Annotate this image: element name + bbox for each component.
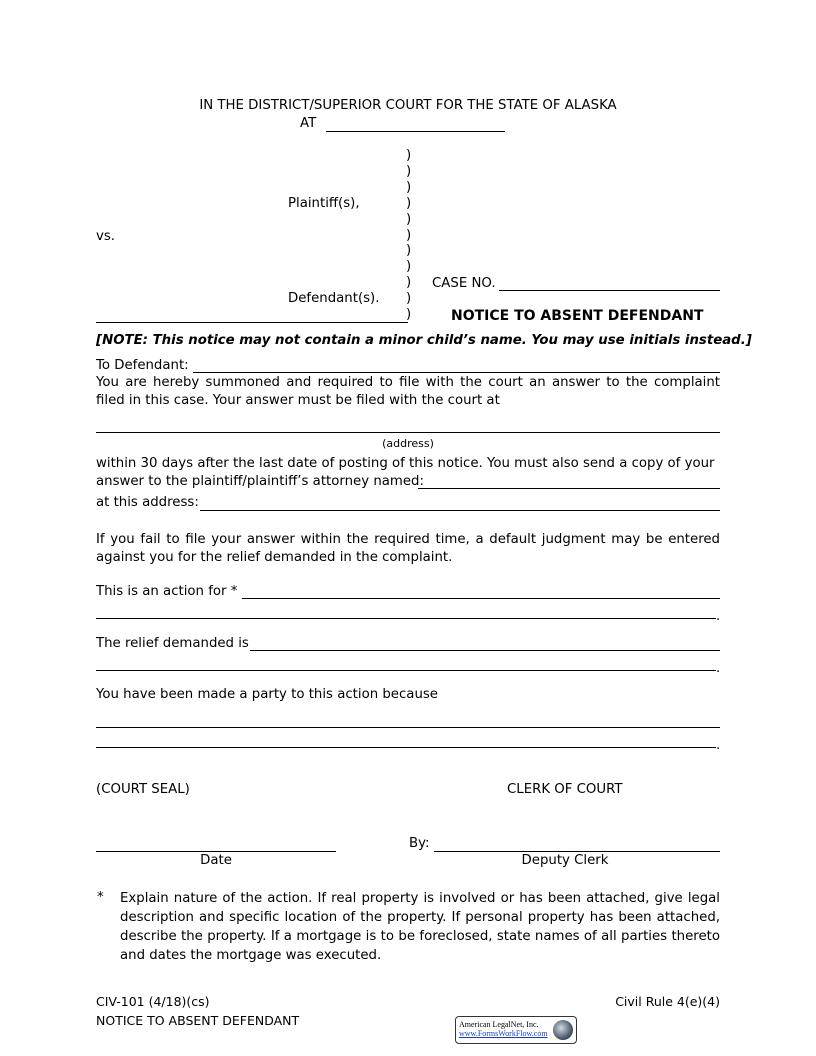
- party-reason-field-1[interactable]: [96, 727, 720, 728]
- paren: ): [406, 196, 412, 211]
- minor-name-note: [NOTE: This notice may not contain a minor child’s name. You may use initials instead.]: [96, 333, 752, 348]
- paren: ): [406, 243, 412, 258]
- footnote-text: Explain nature of the action. If real property is involved or has been attached, give legal description and specific location of the property. If personal property has been attached, describe the property. If a mortgage is to be foreclosed, state names of all parties thereto and dates the mortgage was executed.: [120, 891, 720, 963]
- date-caption: Date: [200, 853, 232, 868]
- party-reason-field-2[interactable]: [96, 747, 716, 748]
- paren: ): [406, 148, 412, 163]
- paren: ): [406, 307, 412, 322]
- paren: ): [406, 228, 412, 243]
- relief-field-1[interactable]: [250, 650, 720, 651]
- summons-text: You are hereby summoned and required to file with the court an answer to the complaint filed in this case. Your answer must be filed with the court at: [96, 375, 720, 408]
- period: .: [716, 738, 721, 753]
- paren: ): [406, 164, 412, 179]
- period: .: [716, 661, 721, 676]
- civil-rule: Civil Rule 4(e)(4): [615, 994, 720, 1009]
- defendant-label: Defendant(s).: [288, 291, 380, 306]
- deputy-clerk-caption: Deputy Clerk: [521, 853, 609, 868]
- relief-label: The relief demanded is: [96, 636, 249, 651]
- form-title: NOTICE TO ABSENT DEFENDANT: [451, 308, 704, 324]
- address-caption: (address): [382, 437, 434, 450]
- to-defendant-field[interactable]: [193, 372, 720, 373]
- action-field-2[interactable]: [96, 618, 716, 619]
- court-title: IN THE DISTRICT/SUPERIOR COURT FOR THE STATE OF ALASKA: [199, 98, 617, 113]
- court-location-field[interactable]: [326, 131, 505, 132]
- form-number: CIV-101 (4/18)(cs): [96, 994, 210, 1009]
- plaintiff-label: Plaintiff(s),: [288, 196, 360, 211]
- paren: ): [406, 275, 412, 290]
- paren: ): [406, 259, 412, 274]
- court-seal-label: (COURT SEAL): [96, 782, 190, 797]
- relief-field-2[interactable]: [96, 670, 716, 671]
- attorney-name-field[interactable]: [418, 488, 720, 489]
- court-address-field[interactable]: [96, 432, 720, 433]
- logo-link[interactable]: www.FormsWorkFlow.com: [459, 1029, 548, 1038]
- clerk-of-court-label: CLERK OF COURT: [507, 782, 623, 797]
- at-label: AT: [300, 116, 317, 131]
- footnote-marker: *: [97, 890, 104, 905]
- within-text: within 30 days after the last date of posting of this notice. You must also send a copy of your: [96, 456, 715, 471]
- american-legalnet-logo[interactable]: [455, 1016, 577, 1044]
- attorney-address-field[interactable]: [200, 510, 720, 511]
- paren: ): [406, 180, 412, 195]
- attorney-address-label: at this address:: [96, 495, 199, 510]
- vs-label: vs.: [96, 229, 116, 244]
- defendant-name-field[interactable]: [96, 322, 408, 323]
- paren: ): [406, 212, 412, 227]
- party-reason-label: You have been made a party to this action because: [96, 687, 438, 702]
- logo-company: American LegalNet, Inc.: [459, 1020, 539, 1029]
- to-defendant-label: To Defendant:: [96, 358, 189, 373]
- period: .: [716, 609, 721, 624]
- action-field-1[interactable]: [242, 598, 720, 599]
- action-label: This is an action for *: [96, 584, 238, 599]
- attorney-label: answer to the plaintiff/plaintiff’s attorney named:: [96, 474, 424, 489]
- default-judgment-text: If you fail to file your answer within the required time, a default judgment may be entered against you for the relief demanded in the complaint.: [96, 532, 720, 565]
- case-no-label: CASE NO.: [432, 276, 496, 291]
- globe-icon: [553, 1020, 573, 1040]
- paren: ): [406, 291, 412, 306]
- by-label: By:: [409, 836, 430, 851]
- form-name: NOTICE TO ABSENT DEFENDANT: [96, 1013, 300, 1028]
- case-no-field[interactable]: [499, 290, 720, 291]
